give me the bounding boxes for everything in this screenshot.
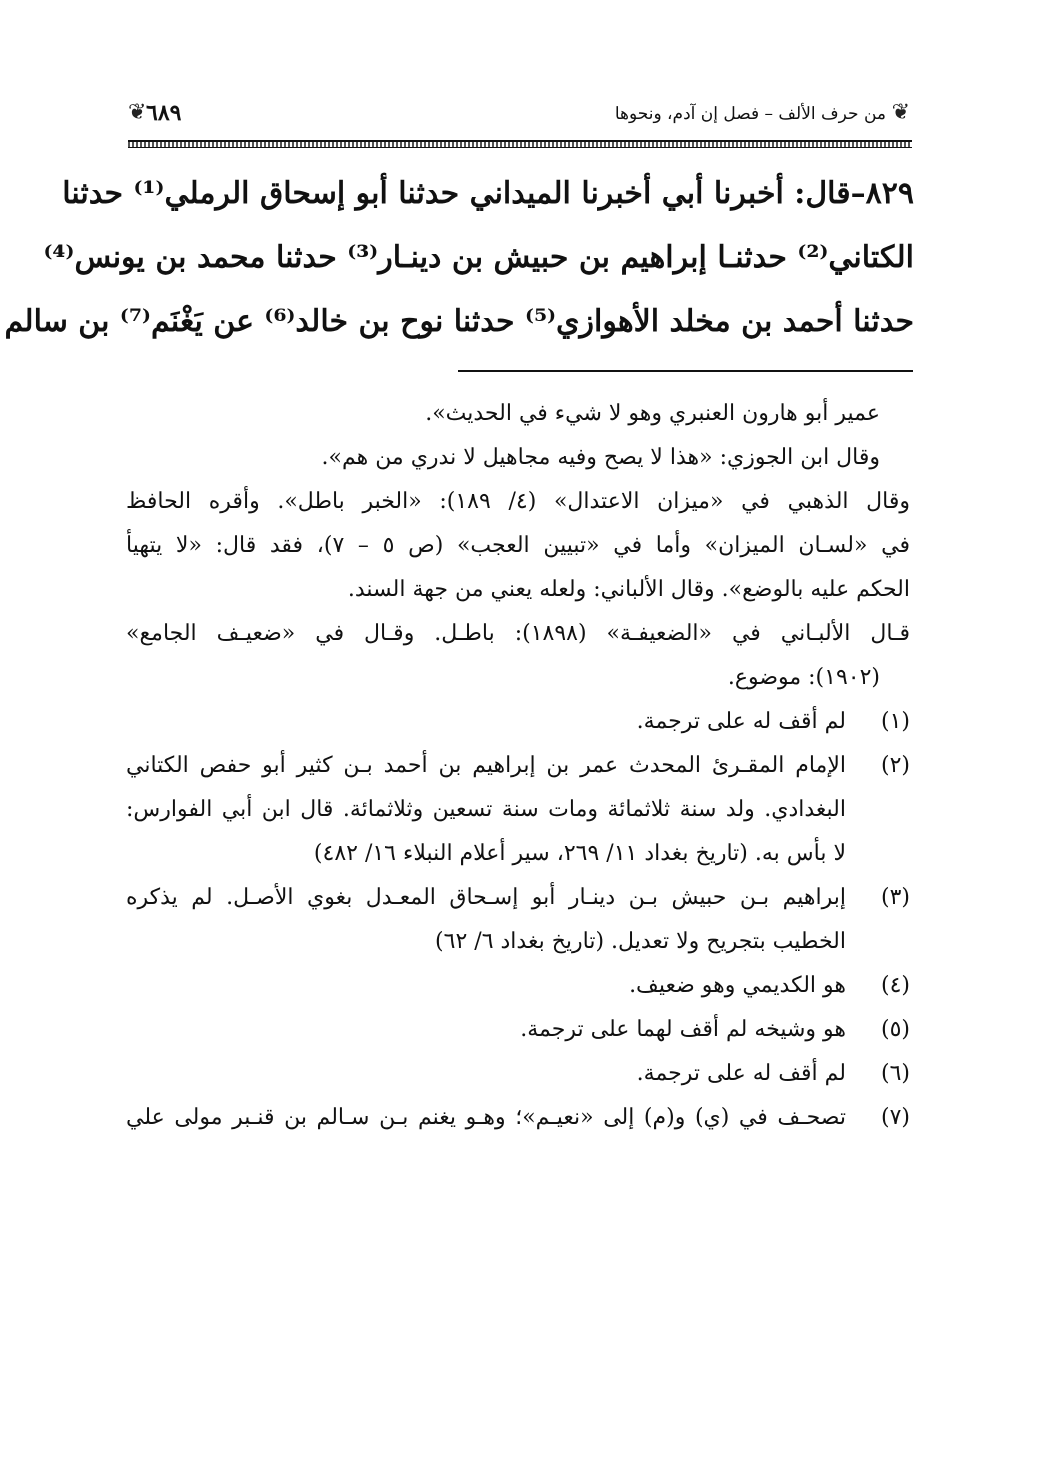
footnote-continued-line: الحكم عليه بالوضع». وقال الألباني: ولعله يعني من جهة السند. [347, 577, 910, 602]
footnote-number: (٦) [880, 1061, 910, 1086]
header-ornament-left-icon: ❦ [128, 100, 147, 125]
hadith-line: الكتاني⁽²⁾ حدثنـا إبراهيم بن حبيش بن دينـار⁽³⁾ حدثنا محمد بن يونس⁽⁴⁾ [43, 240, 914, 275]
footnote-continued-line: في «لسـان الميزان» وأما في «تبيين العجب» (ص ٥ – ٧)، فقد قال: «لا يتهيأ [126, 533, 910, 558]
footnotes [126, 392, 910, 1140]
footnote-number: (٧) [880, 1105, 910, 1130]
footnote-separator [458, 370, 913, 372]
hadith-line: حدثنا أحمد بن مخلد الأهوازي⁽⁵⁾ حدثنا نوح بن خالد⁽⁶⁾ عن يَغْنَم⁽⁷⁾ بن سالم [4, 304, 914, 339]
footnote-number: (٢) [880, 753, 910, 778]
hadith-line: ٨٢٩–قال: أخبرنا أبي أخبرنا الميداني حدثنا أبو إسحاق الرملي⁽¹⁾ حدثنا [62, 176, 914, 211]
footnote-number: (٣) [880, 885, 910, 910]
footnote-text: لم أقف له على ترجمة. [636, 1061, 846, 1086]
footnote-number: (١) [880, 709, 910, 734]
footnote-text: هو الكديمي وهو ضعيف. [629, 973, 846, 998]
footnote-5 [126, 1008, 910, 1052]
footnote-4 [126, 964, 910, 1008]
footnote-number: (٤) [880, 973, 910, 998]
footnote-continued-line: عمير أبو هارون العنبري وهو لا شيء في الحديث». [425, 401, 880, 426]
page-number: ٦٨٩ [146, 100, 182, 126]
footnote-text: هو وشيخه لم أقف لهما على ترجمة. [520, 1017, 846, 1042]
header-title: من حرف الألف – فصل إن آدم، ونحوها [614, 104, 886, 124]
header-ornament-right-icon: ❦ [891, 100, 910, 125]
footnote-text: إبراهيم بـن حبيش بـن دينـار أبو إسـحاق المعـدل بغوي الأصـل. لم يذكره [126, 885, 846, 910]
footnote-continued-line: قـال الألبـاني في «الضعيفـة» (١٨٩٨): باطـل. وقـال في «ضعيـف الجامع» [126, 621, 911, 646]
footnote-text: الخطيب بتجريح ولا تعديل. (تاريخ بغداد ٦/ ٦٢) [435, 929, 846, 954]
footnote-text: لم أقف له على ترجمة. [636, 709, 846, 734]
footnote-text: الإمام المقـرئ المحدث عمر بن إبراهيم بن أحمد بـن كثير أبو حفص الكتاني [126, 753, 846, 778]
footnote-2 [126, 744, 910, 788]
footnote-text: البغدادي. ولد سنة ثلاثمائة ومات سنة تسعين وثلاثمائة. قال ابن أبي الفوارس: [126, 797, 846, 822]
footnote-1 [126, 700, 910, 744]
footnote-continued-line: وقال ابن الجوزي: «هذا لا يصح وفيه مجاهيل لا ندري من هم». [321, 445, 880, 470]
footnote-6 [126, 1052, 910, 1096]
header-rule [128, 140, 912, 148]
footnote-3 [126, 876, 910, 920]
footnote-text: لا بأس به. (تاريخ بغداد ١١/ ٢٦٩، سير أعلام النبلاء ١٦/ ٤٨٢) [313, 841, 846, 866]
footnote-number: (٥) [880, 1017, 910, 1042]
footnote-continued-line: (١٩٠٢): موضوع. [727, 665, 880, 690]
footnote-text: تصحـف في (ي) و(م) إلى «نعيـم»؛ وهـو يغنم بـن سـالم بن قنـبر مولى علي [126, 1105, 846, 1130]
footnote-7 [126, 1096, 910, 1140]
footnote-continued-line: وقال الذهبي في «ميزان الاعتدال» (٤/ ١٨٩): «الخبر باطل». وأقره الحافظ [126, 489, 911, 514]
running-header [128, 98, 912, 146]
hadith-text [4, 162, 914, 354]
